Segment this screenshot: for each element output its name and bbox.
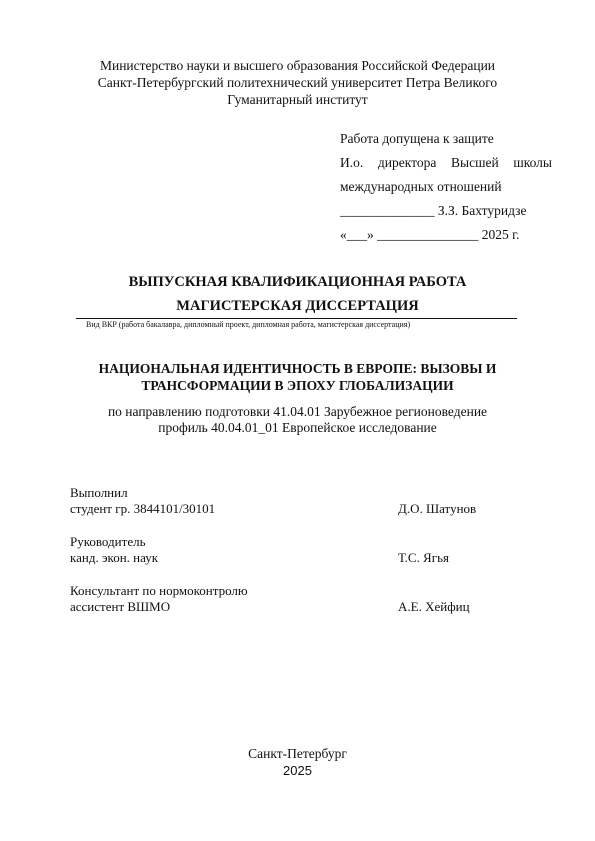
- consultant-role: ассистент ВШМО: [70, 599, 171, 614]
- work-type-title: ВЫПУСКНАЯ КВАЛИФИКАЦИОННАЯ РАБОТА: [128, 274, 467, 290]
- author-role: студент гр. 3844101/30101: [70, 501, 216, 516]
- approval-status: Работа допущена к защите: [340, 131, 494, 146]
- supervisor-role: канд. экон. наук: [70, 550, 159, 565]
- work-kind-note: Вид ВКР (работа бакалавра, дипломный проект, дипломная работа, магистерская диссертация): [86, 320, 411, 329]
- university-line: Санкт-Петербургский политехнический университет Петра Великого: [97, 75, 498, 90]
- ministry-line: Министерство науки и высшего образования Российской Федерации: [99, 58, 496, 73]
- approval-signature: ______________ З.З. Бахтуридзе: [340, 203, 527, 218]
- institute-line: Гуманитарный институт: [227, 92, 368, 107]
- work-kind: МАГИСТЕРСКАЯ ДИССЕРТАЦИЯ: [176, 298, 419, 314]
- consultant-row: [70, 599, 530, 615]
- author-label: Выполнил: [70, 485, 128, 500]
- profile-line: профиль 40.04.01_01 Европейское исследование: [158, 420, 437, 435]
- topic-line-1: НАЦИОНАЛЬНАЯ ИДЕНТИЧНОСТЬ В ЕВРОПЕ: ВЫЗОВЫ И: [98, 361, 497, 376]
- consultant-name: А.Е. Хейфиц: [398, 599, 470, 614]
- topic-line-2: ТРАНСФОРМАЦИИ В ЭПОХУ ГЛОБАЛИЗАЦИИ: [141, 378, 454, 393]
- approval-school: международных отношений: [340, 179, 502, 194]
- consultant-label: Консультант по нормоконтролю: [70, 583, 248, 598]
- direction-line: по направлению подготовки 41.04.01 Зарубежное регионоведение: [107, 404, 488, 419]
- supervisor-label: Руководитель: [70, 534, 146, 549]
- approval-block: [340, 130, 552, 250]
- year: 2025: [283, 763, 312, 778]
- footer: [0, 745, 595, 779]
- supervisor-row: [70, 550, 530, 566]
- supervisor-name: Т.С. Ягья: [398, 550, 449, 565]
- author-name: Д.О. Шатунов: [398, 501, 477, 516]
- study-direction: [0, 404, 595, 436]
- approval-date: «___» _______________ 2025 г.: [340, 227, 520, 242]
- author-row: [70, 501, 530, 517]
- people-block: [70, 485, 530, 615]
- work-kind-underline: [76, 318, 517, 319]
- city: Санкт-Петербург: [248, 746, 347, 761]
- institution-header: [0, 57, 595, 108]
- approval-position: И.о. директора Высшей школы: [340, 155, 552, 170]
- thesis-topic: [0, 360, 595, 394]
